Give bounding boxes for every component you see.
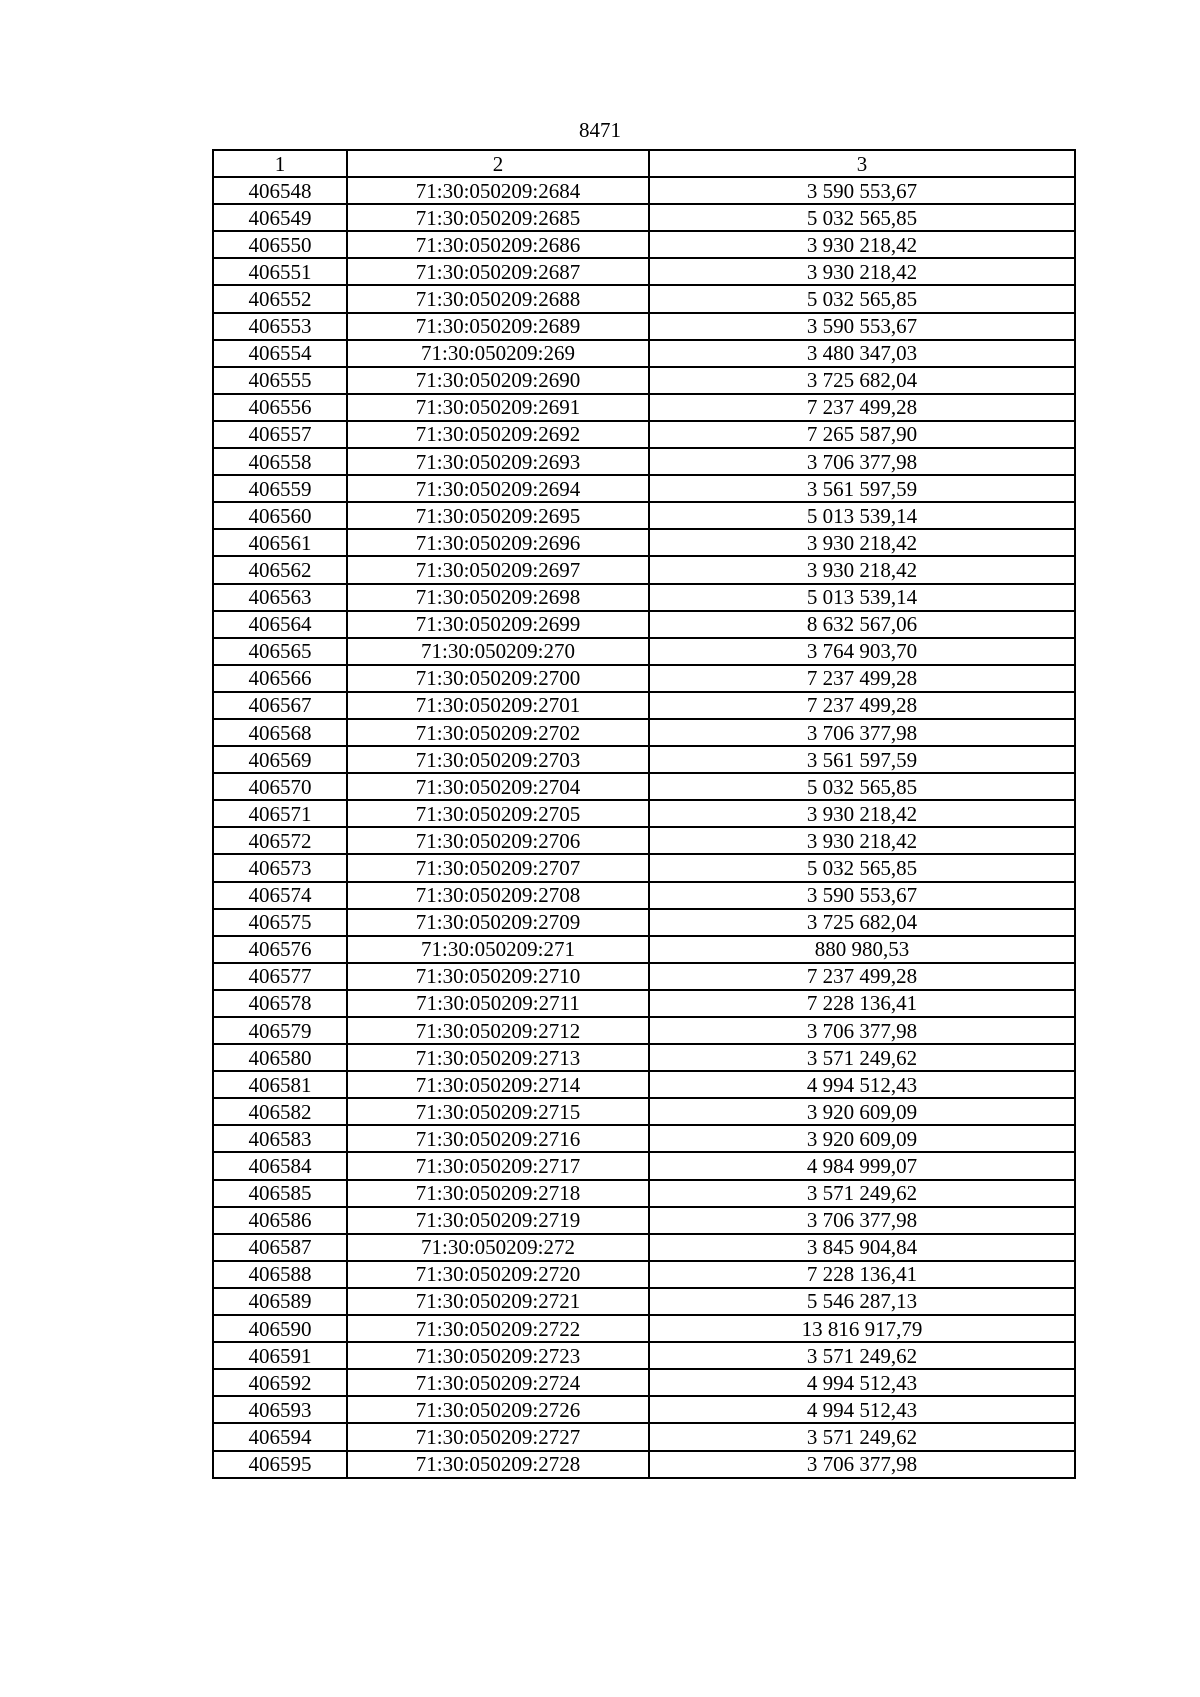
- table-row: [213, 1451, 1075, 1478]
- row-number-cell: 406552: [213, 285, 347, 312]
- row-number-cell: 406581: [213, 1071, 347, 1098]
- table-row: [213, 773, 1075, 800]
- row-number-cell: 406577: [213, 963, 347, 990]
- row-number-cell: 406558: [213, 448, 347, 475]
- cadastral-value-cell: 7 228 136,41: [649, 990, 1075, 1017]
- table-row: [213, 448, 1075, 475]
- row-number-cell: 406580: [213, 1044, 347, 1071]
- row-number-cell: 406563: [213, 584, 347, 611]
- cadastral-number-cell: 71:30:050209:2696: [347, 529, 649, 556]
- cadastral-value-cell: 3 590 553,67: [649, 313, 1075, 340]
- cadastral-value-cell: 3 725 682,04: [649, 909, 1075, 936]
- cadastral-number-cell: 71:30:050209:2707: [347, 854, 649, 881]
- cadastral-number-cell: 71:30:050209:2716: [347, 1125, 649, 1152]
- cadastral-number-cell: 71:30:050209:2691: [347, 394, 649, 421]
- cadastral-value-cell: 7 237 499,28: [649, 394, 1075, 421]
- cadastral-value-cell: 3 706 377,98: [649, 1451, 1075, 1478]
- cadastral-number-cell: 71:30:050209:2699: [347, 611, 649, 638]
- table-row: [213, 313, 1075, 340]
- cadastral-value-cell: 7 265 587,90: [649, 421, 1075, 448]
- cadastral-value-cell: 5 013 539,14: [649, 584, 1075, 611]
- row-number-cell: 406564: [213, 611, 347, 638]
- cadastral-value-cell: 880 980,53: [649, 936, 1075, 963]
- cadastral-number-cell: 71:30:050209:2712: [347, 1017, 649, 1044]
- table-row: [213, 258, 1075, 285]
- table-row: [213, 936, 1075, 963]
- row-number-cell: 406579: [213, 1017, 347, 1044]
- cadastral-number-cell: 71:30:050209:2704: [347, 773, 649, 800]
- cadastral-value-cell: 3 930 218,42: [649, 800, 1075, 827]
- cadastral-value-cell: 3 930 218,42: [649, 231, 1075, 258]
- cadastral-value-table: [212, 149, 1076, 1479]
- cadastral-value-cell: 5 032 565,85: [649, 773, 1075, 800]
- cadastral-number-cell: 71:30:050209:2722: [347, 1315, 649, 1342]
- cadastral-value-cell: 3 706 377,98: [649, 448, 1075, 475]
- table-row: [213, 1396, 1075, 1423]
- row-number-cell: 406574: [213, 882, 347, 909]
- column-header-2: 2: [347, 150, 649, 177]
- table-row: [213, 1261, 1075, 1288]
- header-row: [213, 150, 1075, 177]
- row-number-cell: 406550: [213, 231, 347, 258]
- row-number-cell: 406586: [213, 1207, 347, 1234]
- table-row: [213, 231, 1075, 258]
- table-row: [213, 584, 1075, 611]
- cadastral-value-cell: 3 845 904,84: [649, 1234, 1075, 1261]
- table-row: [213, 394, 1075, 421]
- cadastral-value-cell: 4 994 512,43: [649, 1071, 1075, 1098]
- row-number-cell: 406583: [213, 1125, 347, 1152]
- table-row: [213, 502, 1075, 529]
- cadastral-number-cell: 71:30:050209:2702: [347, 719, 649, 746]
- row-number-cell: 406556: [213, 394, 347, 421]
- table-row: [213, 692, 1075, 719]
- cadastral-value-cell: 8 632 567,06: [649, 611, 1075, 638]
- cadastral-value-cell: 3 571 249,62: [649, 1342, 1075, 1369]
- cadastral-number-cell: 71:30:050209:2695: [347, 502, 649, 529]
- table-row: [213, 909, 1075, 936]
- table-row: [213, 285, 1075, 312]
- row-number-cell: 406560: [213, 502, 347, 529]
- cadastral-number-cell: 71:30:050209:2698: [347, 584, 649, 611]
- cadastral-value-cell: 7 237 499,28: [649, 692, 1075, 719]
- cadastral-value-cell: 3 571 249,62: [649, 1180, 1075, 1207]
- row-number-cell: 406575: [213, 909, 347, 936]
- cadastral-number-cell: 71:30:050209:2727: [347, 1423, 649, 1450]
- cadastral-number-cell: 71:30:050209:2687: [347, 258, 649, 285]
- table-row: [213, 421, 1075, 448]
- cadastral-number-cell: 71:30:050209:2710: [347, 963, 649, 990]
- cadastral-number-cell: 71:30:050209:2719: [347, 1207, 649, 1234]
- cadastral-number-cell: 71:30:050209:2700: [347, 665, 649, 692]
- cadastral-number-cell: 71:30:050209:2708: [347, 882, 649, 909]
- table-row: [213, 611, 1075, 638]
- cadastral-number-cell: 71:30:050209:2717: [347, 1152, 649, 1179]
- cadastral-number-cell: 71:30:050209:2701: [347, 692, 649, 719]
- column-header-3: 3: [649, 150, 1075, 177]
- cadastral-value-cell: 5 032 565,85: [649, 854, 1075, 881]
- cadastral-value-cell: 3 571 249,62: [649, 1044, 1075, 1071]
- table-row: [213, 746, 1075, 773]
- row-number-cell: 406562: [213, 556, 347, 583]
- cadastral-value-cell: 7 237 499,28: [649, 665, 1075, 692]
- table-row: [213, 990, 1075, 1017]
- cadastral-number-cell: 71:30:050209:2720: [347, 1261, 649, 1288]
- table-row: [213, 1180, 1075, 1207]
- row-number-cell: 406566: [213, 665, 347, 692]
- table-row: [213, 1369, 1075, 1396]
- row-number-cell: 406573: [213, 854, 347, 881]
- row-number-cell: 406572: [213, 827, 347, 854]
- cadastral-value-cell: 3 480 347,03: [649, 340, 1075, 367]
- row-number-cell: 406591: [213, 1342, 347, 1369]
- cadastral-value-cell: 7 228 136,41: [649, 1261, 1075, 1288]
- row-number-cell: 406555: [213, 367, 347, 394]
- table-row: [213, 1342, 1075, 1369]
- table-row: [213, 340, 1075, 367]
- cadastral-value-cell: 3 706 377,98: [649, 719, 1075, 746]
- cadastral-number-cell: 71:30:050209:2715: [347, 1098, 649, 1125]
- row-number-cell: 406585: [213, 1180, 347, 1207]
- row-number-cell: 406551: [213, 258, 347, 285]
- cadastral-value-cell: 3 561 597,59: [649, 746, 1075, 773]
- cadastral-number-cell: 71:30:050209:2693: [347, 448, 649, 475]
- table-row: [213, 882, 1075, 909]
- row-number-cell: 406595: [213, 1451, 347, 1478]
- cadastral-number-cell: 71:30:050209:2713: [347, 1044, 649, 1071]
- cadastral-value-cell: 5 013 539,14: [649, 502, 1075, 529]
- cadastral-number-cell: 71:30:050209:2706: [347, 827, 649, 854]
- cadastral-number-cell: 71:30:050209:2709: [347, 909, 649, 936]
- row-number-cell: 406587: [213, 1234, 347, 1261]
- table-row: [213, 1017, 1075, 1044]
- cadastral-value-cell: 3 561 597,59: [649, 475, 1075, 502]
- row-number-cell: 406549: [213, 204, 347, 231]
- row-number-cell: 406576: [213, 936, 347, 963]
- cadastral-value-cell: 3 725 682,04: [649, 367, 1075, 394]
- table-row: [213, 827, 1075, 854]
- cadastral-number-cell: 71:30:050209:2689: [347, 313, 649, 340]
- cadastral-number-cell: 71:30:050209:271: [347, 936, 649, 963]
- row-number-cell: 406594: [213, 1423, 347, 1450]
- cadastral-number-cell: 71:30:050209:272: [347, 1234, 649, 1261]
- cadastral-number-cell: 71:30:050209:2718: [347, 1180, 649, 1207]
- cadastral-number-cell: 71:30:050209:2703: [347, 746, 649, 773]
- cadastral-number-cell: 71:30:050209:2697: [347, 556, 649, 583]
- cadastral-number-cell: 71:30:050209:2705: [347, 800, 649, 827]
- table-row: [213, 665, 1075, 692]
- row-number-cell: 406568: [213, 719, 347, 746]
- row-number-cell: 406554: [213, 340, 347, 367]
- table-row: [213, 556, 1075, 583]
- row-number-cell: 406567: [213, 692, 347, 719]
- cadastral-value-cell: 5 032 565,85: [649, 204, 1075, 231]
- cadastral-value-cell: 3 571 249,62: [649, 1423, 1075, 1450]
- row-number-cell: 406584: [213, 1152, 347, 1179]
- table-row: [213, 1423, 1075, 1450]
- row-number-cell: 406559: [213, 475, 347, 502]
- cadastral-number-cell: 71:30:050209:2726: [347, 1396, 649, 1423]
- cadastral-number-cell: 71:30:050209:2711: [347, 990, 649, 1017]
- cadastral-number-cell: 71:30:050209:269: [347, 340, 649, 367]
- cadastral-value-cell: 7 237 499,28: [649, 963, 1075, 990]
- cadastral-value-cell: 4 984 999,07: [649, 1152, 1075, 1179]
- table-row: [213, 800, 1075, 827]
- cadastral-number-cell: 71:30:050209:2684: [347, 177, 649, 204]
- row-number-cell: 406582: [213, 1098, 347, 1125]
- table-row: [213, 1288, 1075, 1315]
- cadastral-number-cell: 71:30:050209:2714: [347, 1071, 649, 1098]
- row-number-cell: 406561: [213, 529, 347, 556]
- cadastral-number-cell: 71:30:050209:2686: [347, 231, 649, 258]
- row-number-cell: 406565: [213, 638, 347, 665]
- cadastral-value-cell: 4 994 512,43: [649, 1369, 1075, 1396]
- cadastral-value-cell: 3 706 377,98: [649, 1207, 1075, 1234]
- cadastral-value-cell: 3 590 553,67: [649, 882, 1075, 909]
- row-number-cell: 406588: [213, 1261, 347, 1288]
- cadastral-number-cell: 71:30:050209:2694: [347, 475, 649, 502]
- row-number-cell: 406571: [213, 800, 347, 827]
- table-row: [213, 638, 1075, 665]
- row-number-cell: 406569: [213, 746, 347, 773]
- cadastral-number-cell: 71:30:050209:2692: [347, 421, 649, 448]
- cadastral-value-cell: 3 920 609,09: [649, 1098, 1075, 1125]
- page-number: 8471: [579, 118, 621, 142]
- table-row: [213, 367, 1075, 394]
- column-header-1: 1: [213, 150, 347, 177]
- row-number-cell: 406593: [213, 1396, 347, 1423]
- table-row: [213, 1234, 1075, 1261]
- cadastral-value-cell: 5 032 565,85: [649, 285, 1075, 312]
- table-row: [213, 1315, 1075, 1342]
- table-row: [213, 719, 1075, 746]
- cadastral-number-cell: 71:30:050209:2688: [347, 285, 649, 312]
- table-row: [213, 475, 1075, 502]
- cadastral-value-cell: 3 930 218,42: [649, 827, 1075, 854]
- cadastral-number-cell: 71:30:050209:2690: [347, 367, 649, 394]
- cadastral-value-cell: 3 706 377,98: [649, 1017, 1075, 1044]
- row-number-cell: 406589: [213, 1288, 347, 1315]
- cadastral-number-cell: 71:30:050209:2685: [347, 204, 649, 231]
- cadastral-number-cell: 71:30:050209:2728: [347, 1451, 649, 1478]
- table-row: [213, 1044, 1075, 1071]
- table-row: [213, 204, 1075, 231]
- table-row: [213, 529, 1075, 556]
- table-row: [213, 963, 1075, 990]
- cadastral-value-cell: 3 930 218,42: [649, 556, 1075, 583]
- cadastral-value-cell: 13 816 917,79: [649, 1315, 1075, 1342]
- cadastral-number-cell: 71:30:050209:270: [347, 638, 649, 665]
- cadastral-value-cell: 3 930 218,42: [649, 258, 1075, 285]
- cadastral-value-cell: 3 920 609,09: [649, 1125, 1075, 1152]
- cadastral-value-cell: 3 590 553,67: [649, 177, 1075, 204]
- cadastral-number-cell: 71:30:050209:2724: [347, 1369, 649, 1396]
- row-number-cell: 406590: [213, 1315, 347, 1342]
- table-body: [213, 150, 1075, 1478]
- row-number-cell: 406548: [213, 177, 347, 204]
- row-number-cell: 406553: [213, 313, 347, 340]
- cadastral-value-cell: 3 930 218,42: [649, 529, 1075, 556]
- cadastral-value-cell: 4 994 512,43: [649, 1396, 1075, 1423]
- row-number-cell: 406592: [213, 1369, 347, 1396]
- cadastral-number-cell: 71:30:050209:2723: [347, 1342, 649, 1369]
- row-number-cell: 406557: [213, 421, 347, 448]
- table-row: [213, 1098, 1075, 1125]
- table-row: [213, 854, 1075, 881]
- cadastral-value-cell: 3 764 903,70: [649, 638, 1075, 665]
- table-row: [213, 1207, 1075, 1234]
- table-row: [213, 1071, 1075, 1098]
- row-number-cell: 406578: [213, 990, 347, 1017]
- table-row: [213, 1152, 1075, 1179]
- cadastral-number-cell: 71:30:050209:2721: [347, 1288, 649, 1315]
- cadastral-value-cell: 5 546 287,13: [649, 1288, 1075, 1315]
- table-row: [213, 1125, 1075, 1152]
- table-row: [213, 177, 1075, 204]
- row-number-cell: 406570: [213, 773, 347, 800]
